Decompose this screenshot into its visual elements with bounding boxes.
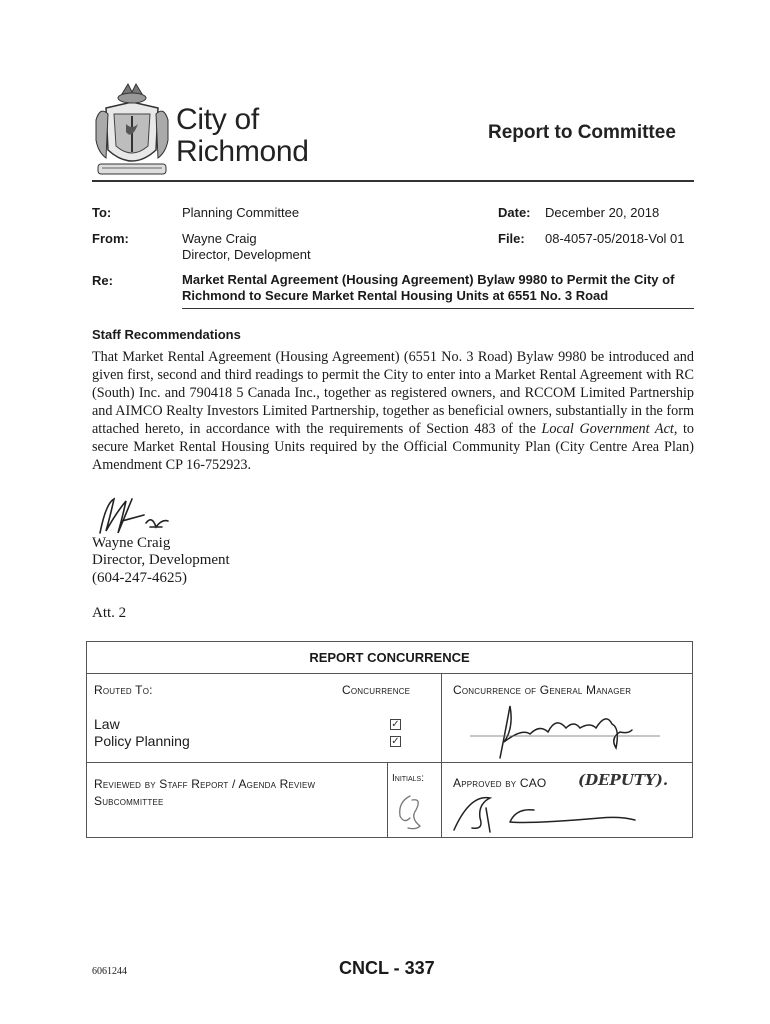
from-name: Wayne Craig	[182, 231, 257, 246]
routed-to-header: Routed To:	[94, 683, 153, 697]
from-title: Director, Development	[182, 247, 311, 262]
page-reference: CNCL - 337	[339, 958, 435, 978]
initials-mark	[392, 790, 432, 832]
table-divider	[86, 673, 693, 674]
from-label: From:	[92, 231, 129, 246]
city-wordmark-line1: City of	[176, 103, 259, 136]
recommendation-text-end: , to secure Market Rental Housing Units required by the Official Community Plan (City Centre Area Plan) Amendment CP 16-752923.	[92, 421, 694, 473]
concurrence-checkbox-policy-planning[interactable]: ✓	[391, 736, 400, 747]
file-label: File:	[498, 231, 525, 246]
subject-divider	[182, 308, 694, 309]
table-divider	[86, 762, 693, 763]
initials-label: Initials:	[392, 773, 425, 784]
table-column-divider	[441, 673, 442, 838]
cao-deputy-annotation: (DEPUTY).	[578, 771, 669, 789]
concurrence-checkbox-law[interactable]: ✓	[391, 719, 400, 730]
header-divider	[92, 180, 694, 182]
staff-recommendations-heading: Staff Recommendations	[92, 327, 241, 342]
handwritten-signature	[92, 493, 212, 541]
to-label: To:	[92, 205, 112, 220]
concurrence-title: REPORT CONCURRENCE	[309, 650, 470, 665]
city-wordmark	[176, 104, 309, 168]
signer-name: Wayne Craig	[92, 535, 171, 551]
re-label: Re:	[92, 273, 113, 288]
attachments-count: Att. 2	[92, 605, 127, 621]
recommendation-italic-act: Local Government Act	[541, 421, 674, 437]
document-number: 6061244	[92, 966, 127, 977]
to-value: Planning Committee	[182, 205, 300, 220]
city-crest-icon	[92, 80, 172, 180]
table-column-divider	[387, 762, 388, 838]
recommendation-text-start: That Market Rental Agreement (Housing Agreement) (6551 No. 3 Road) Bylaw 9980 be introduced and given first, second and third readings to permit the City to enter into a Market Rental Agreement with RC (South) Inc. and 790418 5 Canada Inc., together as registered owners, and RCCOM Limited Partnership and AIMCO Realty Investors Limited Partnership, together as beneficial owners, substantially in the form attached hereto, in accordance with the requirements of Section 483 of the	[92, 349, 694, 437]
cao-signature	[450, 788, 640, 834]
gm-concurrence-header: Concurrence of General Manager	[453, 683, 632, 697]
general-manager-signature	[470, 698, 660, 760]
concurrence-header: Concurrence	[342, 683, 411, 697]
file-value: 08-4057-05/2018-Vol 01	[545, 231, 685, 246]
report-title: Report to Committee	[488, 122, 676, 143]
recommendation-paragraph	[92, 348, 694, 474]
re-subject: Market Rental Agreement (Housing Agreement) Bylaw 9980 to Permit the City of Richmond to Secure Market Rental Housing Units at 6551 No. 3 Road	[182, 272, 675, 303]
date-label: Date:	[498, 205, 531, 220]
date-value: December 20, 2018	[545, 205, 660, 220]
signer-title: Director, Development	[92, 552, 230, 568]
department-policy-planning: Policy Planning	[94, 733, 190, 749]
department-law: Law	[94, 716, 120, 732]
city-wordmark-line2: Richmond	[176, 135, 309, 168]
reviewed-by-label: Reviewed by Staff Report / Agenda Review Subcommittee	[94, 777, 316, 808]
approved-by-cao-label: Approved by CAO	[453, 776, 547, 790]
signer-phone: (604-247-4625)	[92, 570, 187, 586]
